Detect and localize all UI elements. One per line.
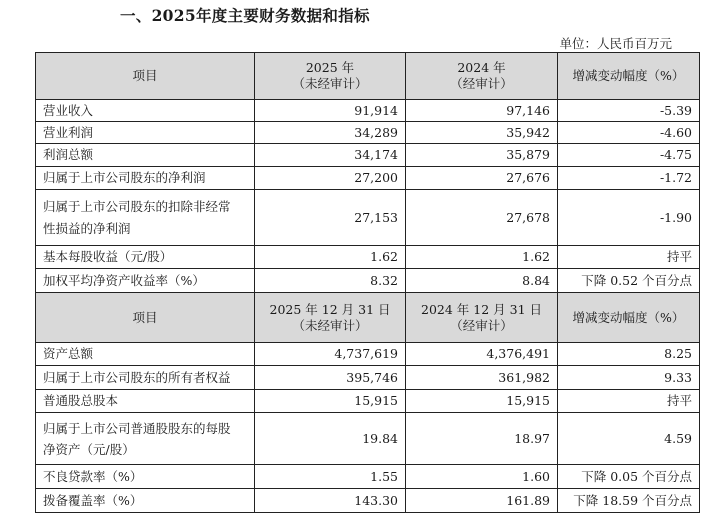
- table-row: [36, 269, 700, 293]
- value-2024: 4,376,491: [406, 343, 558, 366]
- value-2025: 34,174: [255, 144, 406, 167]
- row-label: 拨备覆盖率（%）: [36, 489, 255, 513]
- table-row: [36, 366, 700, 390]
- header-2024: 2024 年 （经审计）: [406, 53, 558, 100]
- value-2025: 4,737,619: [255, 343, 406, 366]
- table-row: [36, 413, 700, 465]
- table-header-row: [36, 293, 700, 343]
- table-row: [36, 167, 700, 190]
- row-label: 归属于上市公司股东的扣除非经常 性损益的净利润: [36, 190, 255, 246]
- row-label: 不良贷款率（%）: [36, 465, 255, 489]
- value-2024: 1.62: [406, 246, 558, 269]
- value-2025: 34,289: [255, 122, 406, 144]
- table-row: [36, 100, 700, 122]
- value-2024: 35,879: [406, 144, 558, 167]
- table-row: [36, 390, 700, 413]
- change-value: 4.59: [558, 413, 700, 465]
- value-2025: 91,914: [255, 100, 406, 122]
- change-value: 9.33: [558, 366, 700, 390]
- table-row: [36, 489, 700, 513]
- value-2024: 35,942: [406, 122, 558, 144]
- value-2024: 27,678: [406, 190, 558, 246]
- change-value: -1.72: [558, 167, 700, 190]
- table-row: [36, 246, 700, 269]
- change-value: -1.90: [558, 190, 700, 246]
- value-2025: 27,200: [255, 167, 406, 190]
- table-row: [36, 122, 700, 144]
- header-change: 增减变动幅度（%）: [558, 293, 700, 343]
- change-value: -5.39: [558, 100, 700, 122]
- change-value: 8.25: [558, 343, 700, 366]
- row-label: 归属于上市公司股东的净利润: [36, 167, 255, 190]
- row-label: 归属于上市公司股东的所有者权益: [36, 366, 255, 390]
- table-row: [36, 465, 700, 489]
- row-label: 资产总额: [36, 343, 255, 366]
- value-2025: 15,915: [255, 390, 406, 413]
- row-label: 营业收入: [36, 100, 255, 122]
- table-row: [36, 190, 700, 246]
- value-2025: 8.32: [255, 269, 406, 293]
- value-2025: 27,153: [255, 190, 406, 246]
- header-change: 增减变动幅度（%）: [558, 53, 700, 100]
- change-value: 持平: [558, 390, 700, 413]
- value-2024: 15,915: [406, 390, 558, 413]
- row-label: 加权平均净资产收益率（%）: [36, 269, 255, 293]
- value-2024: 161.89: [406, 489, 558, 513]
- row-label: 普通股总股本: [36, 390, 255, 413]
- change-value: 下降 0.05 个百分点: [558, 465, 700, 489]
- value-2025: 395,746: [255, 366, 406, 390]
- value-2024: 97,146: [406, 100, 558, 122]
- row-label: 利润总额: [36, 144, 255, 167]
- row-label: 营业利润: [36, 122, 255, 144]
- header-2025: 2025 年 （未经审计）: [255, 53, 406, 100]
- value-2025: 1.62: [255, 246, 406, 269]
- value-2024: 18.97: [406, 413, 558, 465]
- value-2024: 361,982: [406, 366, 558, 390]
- section-heading: 一、2025年度主要财务数据和指标: [120, 6, 370, 25]
- change-value: 下降 0.52 个百分点: [558, 269, 700, 293]
- row-label: 基本每股收益（元/股）: [36, 246, 255, 269]
- table-row: [36, 343, 700, 366]
- unit-label: 单位：人民币百万元: [559, 36, 672, 51]
- change-value: 下降 18.59 个百分点: [558, 489, 700, 513]
- value-2024: 1.60: [406, 465, 558, 489]
- header-2025: 2025 年 12 月 31 日 （未经审计）: [255, 293, 406, 343]
- value-2025: 19.84: [255, 413, 406, 465]
- header-2024: 2024 年 12 月 31 日 （经审计）: [406, 293, 558, 343]
- row-label: 归属于上市公司普通股股东的每股 净资产（元/股）: [36, 413, 255, 465]
- value-2024: 27,676: [406, 167, 558, 190]
- value-2025: 1.55: [255, 465, 406, 489]
- header-item: 项目: [36, 293, 255, 343]
- financial-data-table: [35, 52, 700, 513]
- change-value: -4.60: [558, 122, 700, 144]
- change-value: -4.75: [558, 144, 700, 167]
- table-row: [36, 144, 700, 167]
- value-2024: 8.84: [406, 269, 558, 293]
- change-value: 持平: [558, 246, 700, 269]
- value-2025: 143.30: [255, 489, 406, 513]
- table-header-row: [36, 53, 700, 100]
- header-item: 项目: [36, 53, 255, 100]
